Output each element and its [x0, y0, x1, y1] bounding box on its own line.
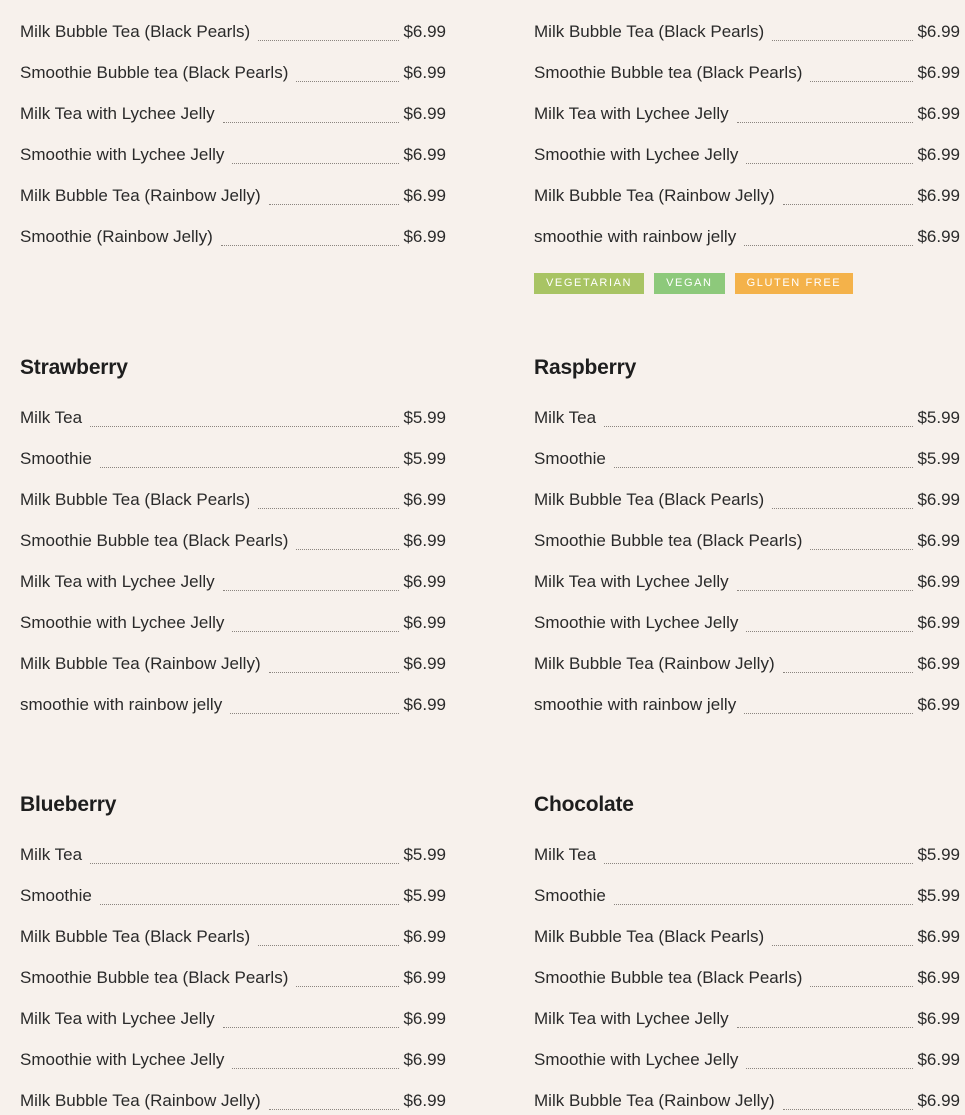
menu-item-name: Smoothie with Lychee Jelly [534, 1050, 739, 1069]
menu-item-name: Milk Tea with Lychee Jelly [20, 572, 215, 591]
dot-leader [744, 713, 913, 714]
dot-leader [223, 1027, 400, 1028]
menu-item [20, 884, 446, 908]
menu-item-price: $6.99 [917, 1009, 960, 1028]
menu-item [534, 102, 960, 126]
menu-item-name: Milk Bubble Tea (Black Pearls) [534, 927, 765, 946]
menu-item-name: Milk Tea [534, 408, 597, 427]
dot-leader [296, 549, 399, 550]
dot-leader [100, 904, 400, 905]
menu-item [534, 447, 960, 471]
menu-item-price: $6.99 [917, 490, 960, 509]
dot-leader [810, 549, 913, 550]
menu-item [534, 61, 960, 85]
menu-item-name: Smoothie Bubble tea (Black Pearls) [534, 531, 803, 550]
menu-item [20, 1089, 446, 1113]
dot-leader [90, 426, 399, 427]
menu-item-price: $6.99 [917, 1050, 960, 1069]
menu-item-price: $6.99 [403, 104, 446, 123]
menu-item-price: $6.99 [403, 22, 446, 41]
dot-leader [746, 631, 913, 632]
dot-leader [783, 1109, 914, 1110]
dot-leader [232, 163, 399, 164]
menu-item-name: Smoothie [20, 886, 92, 905]
menu-item [20, 693, 446, 717]
menu-item-price: $6.99 [403, 1050, 446, 1069]
menu-item [534, 884, 960, 908]
dot-leader [296, 986, 399, 987]
dot-leader [810, 986, 913, 987]
menu-item [534, 693, 960, 717]
menu-item-price: $6.99 [403, 1009, 446, 1028]
dot-leader [614, 467, 914, 468]
menu-item [534, 652, 960, 676]
menu-item-name: Milk Bubble Tea (Rainbow Jelly) [20, 654, 261, 673]
dot-leader [223, 122, 400, 123]
menu-item-price: $6.99 [403, 695, 446, 714]
menu-item-price: $6.99 [403, 927, 446, 946]
dot-leader [737, 590, 914, 591]
menu-item-name: smoothie with rainbow jelly [534, 695, 737, 714]
vegan-badge: VEGAN [654, 273, 725, 294]
menu-item-price: $6.99 [403, 654, 446, 673]
menu-item-price: $5.99 [917, 408, 960, 427]
dot-leader [744, 245, 913, 246]
menu-item [20, 843, 446, 867]
menu-item-price: $6.99 [917, 186, 960, 205]
menu-item-price: $5.99 [917, 845, 960, 864]
menu-item [20, 20, 446, 44]
menu-item-price: $5.99 [403, 845, 446, 864]
menu-item [534, 570, 960, 594]
dot-leader [258, 40, 399, 41]
menu-item-price: $5.99 [403, 449, 446, 468]
menu-item-name: Smoothie with Lychee Jelly [20, 1050, 225, 1069]
menu-item-name: Milk Tea with Lychee Jelly [534, 104, 729, 123]
menu-item-name: Smoothie with Lychee Jelly [534, 145, 739, 164]
menu-item-name: Milk Bubble Tea (Black Pearls) [534, 22, 765, 41]
dot-leader [737, 1027, 914, 1028]
menu-item-name: Milk Bubble Tea (Rainbow Jelly) [20, 1091, 261, 1110]
dot-leader [746, 1068, 913, 1069]
menu-item-name: Milk Tea [20, 408, 83, 427]
menu-item [20, 406, 446, 430]
menu-item-name: Milk Bubble Tea (Black Pearls) [20, 490, 251, 509]
dot-leader [783, 672, 914, 673]
menu-item [20, 1007, 446, 1031]
menu-item-price: $6.99 [917, 1091, 960, 1110]
menu-item-name: Milk Tea with Lychee Jelly [534, 572, 729, 591]
dot-leader [772, 508, 913, 509]
menu-item [20, 570, 446, 594]
dot-leader [232, 1068, 399, 1069]
menu-item [20, 102, 446, 126]
dot-leader [772, 40, 913, 41]
dot-leader [232, 631, 399, 632]
menu-item-price: $6.99 [917, 22, 960, 41]
menu-item [534, 1089, 960, 1113]
menu-item [20, 61, 446, 85]
menu-item-name: Milk Bubble Tea (Rainbow Jelly) [20, 186, 261, 205]
menu-item-name: Smoothie [20, 449, 92, 468]
menu-item-price: $6.99 [403, 227, 446, 246]
menu-item [534, 488, 960, 512]
menu-item-price: $5.99 [403, 886, 446, 905]
menu-item-price: $6.99 [917, 613, 960, 632]
menu-item-price: $6.99 [917, 104, 960, 123]
menu-item-name: Smoothie [534, 886, 606, 905]
menu-item-price: $6.99 [403, 531, 446, 550]
menu-item-name: Milk Tea with Lychee Jelly [534, 1009, 729, 1028]
dot-leader [737, 122, 914, 123]
menu-item-price: $6.99 [917, 572, 960, 591]
menu-item-price: $6.99 [917, 145, 960, 164]
dot-leader [810, 81, 913, 82]
menu-item-price: $5.99 [403, 408, 446, 427]
dot-leader [604, 426, 913, 427]
menu-item [20, 143, 446, 167]
menu-item-name: Smoothie Bubble tea (Black Pearls) [20, 531, 289, 550]
menu-item-price: $6.99 [403, 572, 446, 591]
dot-leader [614, 904, 914, 905]
menu-item-price: $6.99 [403, 145, 446, 164]
menu-item-price: $6.99 [917, 63, 960, 82]
dietary-tags [534, 273, 853, 294]
menu-item [20, 225, 446, 249]
menu-item [534, 184, 960, 208]
menu-item-name: Milk Bubble Tea (Rainbow Jelly) [534, 1091, 775, 1110]
menu-item-name: Smoothie Bubble tea (Black Pearls) [20, 968, 289, 987]
dot-leader [258, 508, 399, 509]
section-title: Chocolate [534, 793, 634, 816]
menu-item-name: Milk Tea with Lychee Jelly [20, 1009, 215, 1028]
menu-item-price: $6.99 [917, 968, 960, 987]
menu-item-name: Milk Bubble Tea (Black Pearls) [534, 490, 765, 509]
menu-item-price: $6.99 [403, 613, 446, 632]
dot-leader [90, 863, 399, 864]
menu-item [534, 20, 960, 44]
menu-item [534, 611, 960, 635]
menu-item-price: $6.99 [917, 227, 960, 246]
menu-item-name: Smoothie Bubble tea (Black Pearls) [534, 63, 803, 82]
menu-item [534, 1007, 960, 1031]
menu-item-name: Smoothie with Lychee Jelly [20, 613, 225, 632]
menu-item [534, 1048, 960, 1072]
dot-leader [772, 945, 913, 946]
dot-leader [223, 590, 400, 591]
dot-leader [221, 245, 400, 246]
section-title: Strawberry [20, 356, 128, 379]
menu-item-name: smoothie with rainbow jelly [534, 227, 737, 246]
menu-item [534, 966, 960, 990]
menu-item-name: smoothie with rainbow jelly [20, 695, 223, 714]
menu-item-price: $6.99 [403, 968, 446, 987]
menu-item-name: Smoothie (Rainbow Jelly) [20, 227, 213, 246]
menu-item [534, 529, 960, 553]
menu-item [20, 611, 446, 635]
menu-item-name: Smoothie [534, 449, 606, 468]
dot-leader [230, 713, 399, 714]
menu-item-price: $6.99 [917, 654, 960, 673]
menu-item-price: $6.99 [403, 63, 446, 82]
dot-leader [269, 1109, 400, 1110]
dot-leader [783, 204, 914, 205]
vegetarian-badge: VEGETARIAN [534, 273, 644, 294]
menu-item-name: Milk Bubble Tea (Rainbow Jelly) [534, 186, 775, 205]
menu-item-name: Milk Tea [20, 845, 83, 864]
menu-item [20, 966, 446, 990]
menu-item-name: Milk Bubble Tea (Black Pearls) [20, 927, 251, 946]
dot-leader [296, 81, 399, 82]
menu-item [20, 488, 446, 512]
menu-item [20, 652, 446, 676]
dot-leader [100, 467, 400, 468]
menu-item [534, 843, 960, 867]
menu-item [20, 1048, 446, 1072]
dot-leader [269, 204, 400, 205]
menu-item-name: Smoothie Bubble tea (Black Pearls) [534, 968, 803, 987]
menu-item-price: $6.99 [917, 927, 960, 946]
menu-item-name: Milk Bubble Tea (Black Pearls) [20, 22, 251, 41]
menu-item-price: $5.99 [917, 886, 960, 905]
menu-item-price: $6.99 [917, 695, 960, 714]
menu-item-price: $6.99 [403, 1091, 446, 1110]
section-title: Raspberry [534, 356, 637, 379]
menu-item [20, 184, 446, 208]
dot-leader [269, 672, 400, 673]
menu-item-name: Smoothie with Lychee Jelly [20, 145, 225, 164]
menu-item [534, 406, 960, 430]
menu-item-name: Milk Bubble Tea (Rainbow Jelly) [534, 654, 775, 673]
menu-item-name: Smoothie with Lychee Jelly [534, 613, 739, 632]
section-title: Blueberry [20, 793, 117, 816]
menu-item [20, 529, 446, 553]
menu-item [20, 447, 446, 471]
menu-item [534, 925, 960, 949]
dot-leader [604, 863, 913, 864]
menu-item-price: $6.99 [403, 186, 446, 205]
menu-item-name: Milk Tea [534, 845, 597, 864]
gluten-free-badge: GLUTEN FREE [735, 273, 854, 294]
dot-leader [258, 945, 399, 946]
dot-leader [746, 163, 913, 164]
menu-item [534, 225, 960, 249]
menu-item [534, 143, 960, 167]
menu-item [20, 925, 446, 949]
menu-item-price: $5.99 [917, 449, 960, 468]
menu-item-name: Smoothie Bubble tea (Black Pearls) [20, 63, 289, 82]
menu-item-price: $6.99 [917, 531, 960, 550]
menu-item-price: $6.99 [403, 490, 446, 509]
menu-item-name: Milk Tea with Lychee Jelly [20, 104, 215, 123]
